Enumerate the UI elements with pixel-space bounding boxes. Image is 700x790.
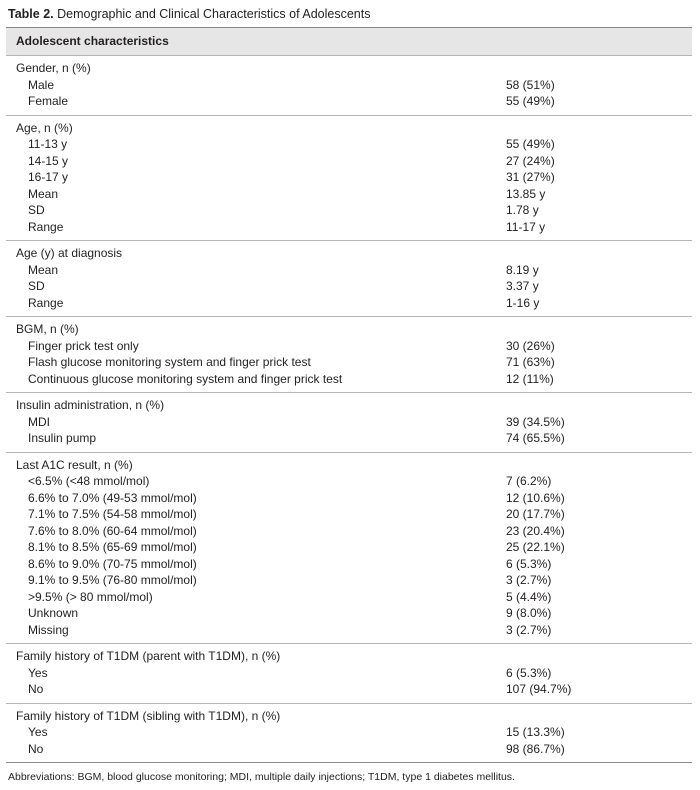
table-row [6,605,692,622]
section-heading-row [6,708,692,725]
table-section [6,116,692,242]
row-label: Continuous glucose monitoring system and finger prick test [28,371,343,386]
row-value: 5 (4.4%) [506,589,552,604]
row-label: Flash glucose monitoring system and finger prick test [28,355,311,369]
row-label: Female [28,94,69,108]
table-caption [8,6,370,22]
table-section [6,317,692,393]
table-row [6,622,692,639]
row-value: 3 (2.7%) [506,622,552,637]
table-row [6,414,692,431]
row-value: 27 (24%) [506,153,555,168]
section-heading: Last A1C result, n (%) [16,457,133,472]
row-label: No [28,741,44,756]
row-label: MDI [28,414,50,429]
table-header: Adolescent characteristics [6,28,692,56]
row-label: 6.6% to 7.0% (49-53 mmol/mol) [28,490,197,505]
row-label: 7.1% to 7.5% (54-58 mmol/mol) [28,507,197,521]
row-value: 12 (11%) [506,371,554,386]
section-heading: Family history of T1DM (parent with T1DM), n (%) [16,649,281,663]
row-value: 1-16 y [506,295,540,310]
row-label: Mean [28,262,59,277]
table-section [6,393,692,453]
row-label: Yes [28,665,48,680]
table-section [6,704,692,763]
section-heading-row [6,648,692,665]
section-heading: Insulin administration, n (%) [16,398,165,412]
section-heading-row [6,397,692,414]
row-value: 55 (49%) [506,137,555,151]
row-value: 98 (86.7%) [506,741,565,756]
section-heading-row [6,60,692,77]
table-row [6,430,692,447]
row-label: 7.6% to 8.0% (60-64 mmol/mol) [28,523,197,538]
table-row [6,589,692,606]
row-value: 55 (49%) [506,94,555,108]
row-label: Finger prick test only [28,338,139,353]
row-label: 14-15 y [28,153,69,168]
table-row [6,202,692,219]
row-value: 13.85 y [506,186,546,201]
section-heading: Age, n (%) [16,120,73,135]
row-value: 25 (22.1%) [506,540,565,554]
row-value: 15 (13.3%) [506,725,565,739]
row-label: No [28,682,44,696]
section-heading-row [6,457,692,474]
table-row [6,77,692,94]
characteristics-table [6,27,692,763]
table-row [6,186,692,203]
table-section [6,644,692,704]
row-label: Male [28,77,55,92]
row-value: 12 (10.6%) [506,490,565,505]
table-row [6,556,692,573]
table-row [6,153,692,170]
row-label: Range [28,219,64,234]
row-label: >9.5% (> 80 mmol/mol) [28,589,153,604]
table-footnote: Abbreviations: BGM, blood glucose monitoring; MDI, multiple daily injections; T1DM, type 1 diabetes mellitus. [8,771,515,783]
table-row [6,490,692,507]
table-row [6,295,692,312]
row-label: SD [28,279,45,293]
table-row [6,539,692,556]
table-caption-title: Demographic and Clinical Characteristics of Adolescents [57,7,371,21]
table-row [6,506,692,523]
table-row [6,572,692,589]
row-value: 31 (27%) [506,170,555,184]
section-heading-row [6,321,692,338]
row-value: 6 (5.3%) [506,665,552,680]
row-label: 16-17 y [28,170,69,184]
table-row [6,219,692,236]
row-label: 8.6% to 9.0% (70-75 mmol/mol) [28,556,197,571]
row-value: 9 (8.0%) [506,606,552,620]
row-label: Mean [28,186,59,201]
row-value: 8.19 y [506,262,539,277]
row-value: 74 (65.5%) [506,431,565,445]
table-row [6,665,692,682]
row-value: 7 (6.2%) [506,474,552,488]
table-row [6,169,692,186]
table-caption-label: Table 2. [8,7,54,21]
section-heading: Age (y) at diagnosis [16,246,123,260]
row-label: <6.5% (<48 mmol/mol) [28,474,150,488]
table-row [6,354,692,371]
section-heading: Family history of T1DM (sibling with T1DM), n (%) [16,708,281,723]
table-row [6,371,692,388]
row-label: 9.1% to 9.5% (76-80 mmol/mol) [28,573,197,587]
row-label: Missing [28,622,69,637]
row-label: SD [28,203,45,217]
row-value: 39 (34.5%) [506,414,565,429]
table-row [6,278,692,295]
row-value: 6 (5.3%) [506,556,552,571]
table-row [6,523,692,540]
row-label: 8.1% to 8.5% (65-69 mmol/mol) [28,540,197,554]
section-heading-row [6,245,692,262]
table-row [6,741,692,758]
table-row [6,473,692,490]
table-row [6,681,692,698]
table-row [6,724,692,741]
row-value: 3.37 y [506,279,539,293]
table-section [6,56,692,116]
section-heading-row [6,120,692,137]
row-value: 107 (94.7%) [506,682,572,696]
row-value: 58 (51%) [506,77,555,92]
table-row [6,93,692,110]
table-section [6,453,692,645]
table-row [6,136,692,153]
row-value: 20 (17.7%) [506,507,565,521]
table-row [6,262,692,279]
section-heading: Gender, n (%) [16,61,91,75]
row-value: 3 (2.7%) [506,573,552,587]
row-label: Range [28,295,64,310]
table-section [6,241,692,317]
row-value: 71 (63%) [506,355,555,369]
table-row [6,338,692,355]
row-label: 11-13 y [28,137,68,151]
row-value: 30 (26%) [506,338,555,353]
row-value: 23 (20.4%) [506,523,565,538]
row-label: Yes [28,725,48,739]
row-value: 11-17 y [506,219,546,234]
table-body [6,56,692,762]
row-value: 1.78 y [506,203,539,217]
row-label: Unknown [28,606,79,620]
row-label: Insulin pump [28,431,97,445]
section-heading: BGM, n (%) [16,322,79,336]
